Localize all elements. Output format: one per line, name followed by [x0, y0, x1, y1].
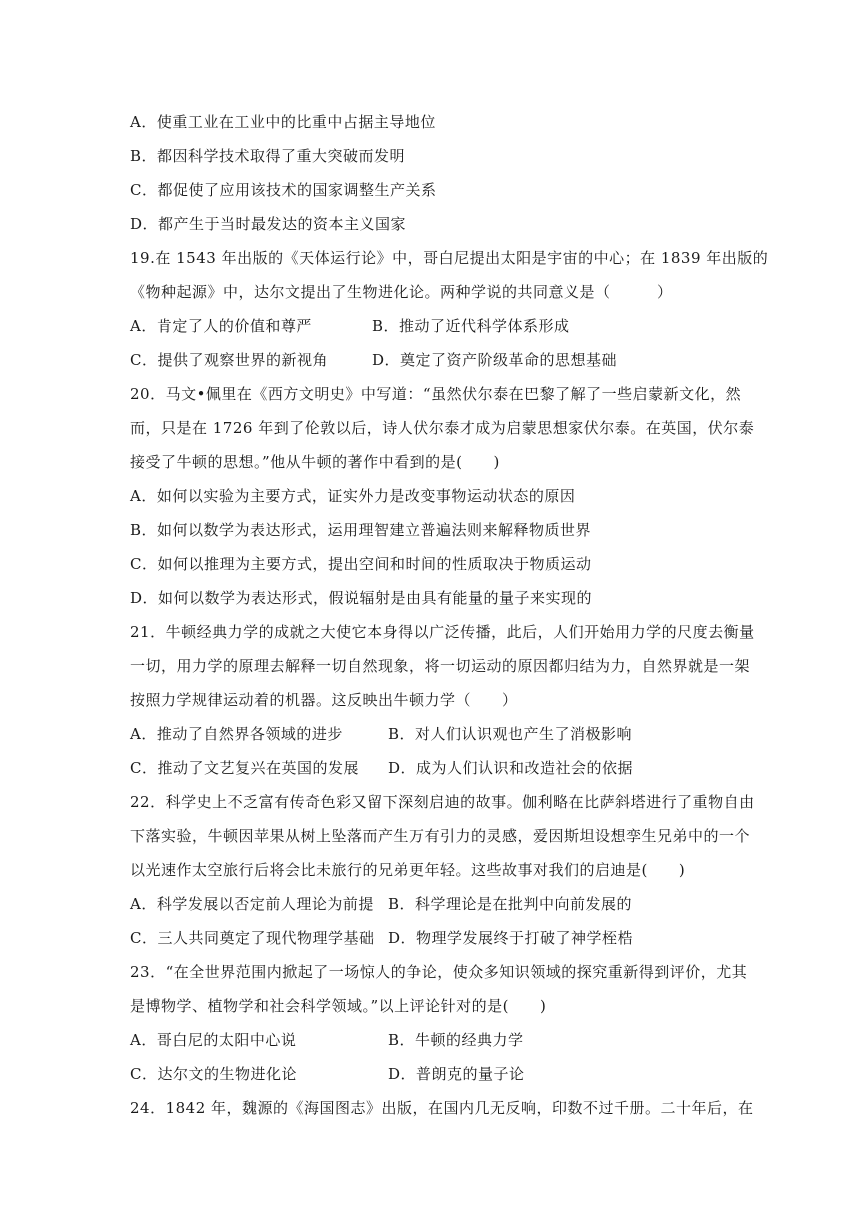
q21-stem-line-2: 一切，用力学的原理去解释一切自然现象，将一切运动的原因都归结为力，自然界就是一架 — [130, 657, 751, 675]
q19-option-c: C．提供了观察世界的新视角 — [130, 351, 328, 369]
q21-stem-line-3: 按照力学规律运动着的机器。这反映出牛顿力学（ ） — [130, 691, 518, 709]
q19-stem-line-1: 19.在 1543 年出版的《天体运行论》中，哥白尼提出太阳是宇宙的中心；在 1839 年出版的 — [130, 249, 769, 267]
q22-option-d: D．物理学发展终于打破了神学桎梏 — [388, 929, 634, 947]
q21-option-c: C．推动了文艺复兴在英国的发展 — [130, 759, 359, 777]
q20-option-b: B．如何以数学为表达形式，运用理智建立普遍法则来解释物质世界 — [130, 521, 592, 539]
q22-option-b: B．科学理论是在批判中向前发展的 — [388, 895, 633, 913]
q20-stem-line-1: 20．马文•佩里在《西方文明史》中写道：“虽然伏尔泰在巴黎了解了一些启蒙新文化，然 — [130, 385, 742, 403]
q19-stem-line-2: 《物种起源》中，达尔文提出了生物进化论。两种学说的共同意义是（ ） — [130, 283, 673, 301]
q18-option-c: C．都促使了应用该技术的国家调整生产关系 — [130, 181, 437, 199]
q20-option-c: C．如何以推理为主要方式，提出空间和时间的性质取决于物质运动 — [130, 555, 592, 573]
q23-option-c: C．达尔文的生物进化论 — [130, 1065, 297, 1083]
q23-options-row-2 — [130, 1064, 525, 1084]
q22-option-a: A．科学发展以否定前人理论为前提 — [130, 895, 374, 913]
q20-stem-line-2: 而，只是在 1726 年到了伦敦以后，诗人伏尔泰才成为启蒙思想家伏尔泰。在英国，伏尔泰 — [130, 419, 755, 437]
q23-option-d: D．普朗克的量子论 — [388, 1065, 525, 1083]
q20-option-d: D．如何以数学为表达形式，假说辐射是由具有能量的量子来实现的 — [130, 589, 593, 607]
q23-options-row-1 — [130, 1030, 524, 1050]
q19-option-b: B．推动了近代科学体系形成 — [372, 317, 570, 335]
q23-stem-line-2: 是博物学、植物学和社会科学领域。”以上评论针对的是( ) — [130, 997, 547, 1015]
q20-option-a: A．如何以实验为主要方式，证实外力是改变事物运动状态的原因 — [130, 487, 576, 505]
q19-option-a: A．肯定了人的价值和尊严 — [130, 317, 312, 335]
q18-option-b: B．都因科学技术取得了重大突破而发明 — [130, 147, 406, 165]
q23-option-a: A．哥白尼的太阳中心说 — [130, 1031, 297, 1049]
q22-stem-line-3: 以光速作太空旅行后将会比未旅行的兄弟更年轻。这些故事对我们的启迪是( ) — [130, 861, 686, 879]
q21-options-row-1 — [130, 724, 632, 744]
q18-option-d: D．都产生于当时最发达的资本主义国家 — [130, 215, 407, 233]
q19-options-row-1 — [130, 316, 570, 336]
q24-stem-line-1: 24．1842 年，魏源的《海国图志》出版，在国内几无反响，印数不过千册。二十年后，在 — [130, 1099, 754, 1117]
q22-stem-line-2: 下落实验，牛顿因苹果从树上坠落而产生万有引力的灵感，爱因斯坦设想孪生兄弟中的一个 — [130, 827, 751, 845]
q21-option-d: D．成为人们认识和改造社会的依据 — [388, 759, 634, 777]
q19-options-row-2 — [130, 350, 617, 370]
q22-options-row-2 — [130, 928, 633, 948]
q21-option-b: B．对人们认识观也产生了消极影响 — [388, 725, 633, 743]
q21-options-row-2 — [130, 758, 633, 778]
q22-stem-line-1: 22．科学史上不乏富有传奇色彩又留下深刻启迪的故事。伽利略在比萨斜塔进行了重物自由 — [130, 793, 755, 811]
q23-option-b: B．牛顿的经典力学 — [388, 1031, 524, 1049]
q19-option-d: D．奠定了资产阶级革命的思想基础 — [372, 351, 618, 369]
q22-option-c: C．三人共同奠定了现代物理学基础 — [130, 929, 375, 947]
q21-stem-line-1: 21．牛顿经典力学的成就之大使它本身得以广泛传播，此后，人们开始用力学的尺度去衡量 — [130, 623, 755, 641]
q20-stem-line-3: 接受了牛顿的思想。”他从牛顿的著作中看到的是( ) — [130, 453, 500, 471]
q18-option-a: A．使重工业在工业中的比重中占据主导地位 — [130, 113, 436, 131]
q22-options-row-1 — [130, 894, 632, 914]
q21-option-a: A．推动了自然界各领域的进步 — [130, 725, 343, 743]
q23-stem-line-1: 23．“在全世界范围内掀起了一场惊人的争论，使众多知识领域的探究重新得到评价，尤其 — [130, 963, 748, 981]
